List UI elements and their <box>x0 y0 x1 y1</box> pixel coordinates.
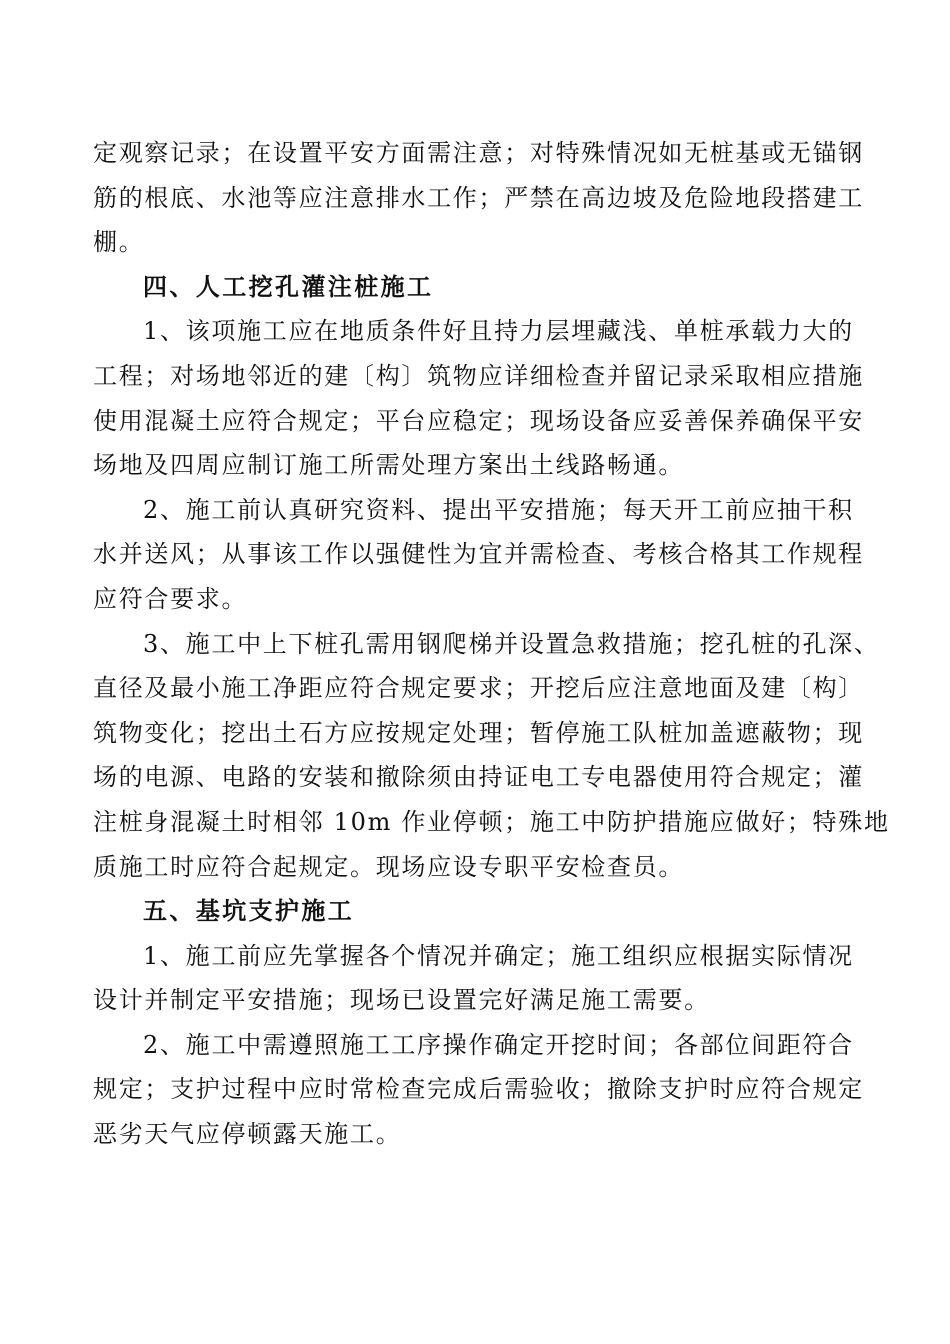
section-heading: 四、人工挖孔灌注桩施工 <box>143 272 434 301</box>
text-line: 恶劣天气应停顿露天施工。 <box>93 1120 402 1149</box>
text-line: 直径及最小施工净距应符合规定要求；开挖后应注意地面及建〔构〕 <box>93 674 864 703</box>
text-line: 棚。 <box>93 228 145 257</box>
text-line: 设计并制定平安措施；现场已设置完好满足施工需要。 <box>93 986 710 1015</box>
text-line: 3、施工中上下桩孔需用钢爬梯并设置急救措施；挖孔桩的孔深、 <box>143 629 880 658</box>
text-line: 定观察记录；在设置平安方面需注意；对特殊情况如无桩基或无锚钢 <box>93 139 864 167</box>
text-line: 场地及四周应制订施工所需处理方案出土线路畅通。 <box>93 451 685 480</box>
text-line: 注桩身混凝土时相邻 10m 作业停顿；施工中防护措施应做好；特殊地 <box>93 807 890 836</box>
text-line: 筋的根底、水池等应注意排水工作；严禁在高边坡及危险地段搭建工 <box>93 183 864 212</box>
text-line: 工程；对场地邻近的建〔构〕筑物应详细检查并留记录采取相应措施 <box>93 361 864 390</box>
text-line: 筑物变化；挖出土石方应按规定处理；暂停施工队桩加盖遮蔽物；现 <box>93 718 864 747</box>
text-line: 2、施工前认真研究资料、提出平安措施；每天开工前应抽干积 <box>143 495 854 524</box>
text-line: 使用混凝土应符合规定；平台应稳定；现场设备应妥善保养确保平安 <box>93 406 864 435</box>
text-line: 水并送风；从事该工作以强健性为宜并需检查、考核合格其工作规程 <box>93 540 864 569</box>
section-heading: 五、基坑支护施工 <box>143 897 355 926</box>
text-line: 1、该项施工应在地质条件好且持力层埋藏浅、单桩承载力大的 <box>143 317 854 346</box>
text-line: 规定；支护过程中应时常检查完成后需验收；撤除支护时应符合规定 <box>93 1075 864 1104</box>
document-body <box>93 131 890 1157</box>
text-line: 应符合要求。 <box>93 584 248 613</box>
text-line: 2、施工中需遵照施工工序操作确定开挖时间；各部位间距符合 <box>143 1030 854 1059</box>
text-line: 场的电源、电路的安装和撤除须由持证电工专电器使用符合规定；灌 <box>93 763 864 792</box>
text-line: 1、施工前应先掌握各个情况并确定；施工组织应根据实际情况 <box>143 941 854 970</box>
text-line: 质施工时应符合起规定。现场应设专职平安检查员。 <box>93 852 685 881</box>
